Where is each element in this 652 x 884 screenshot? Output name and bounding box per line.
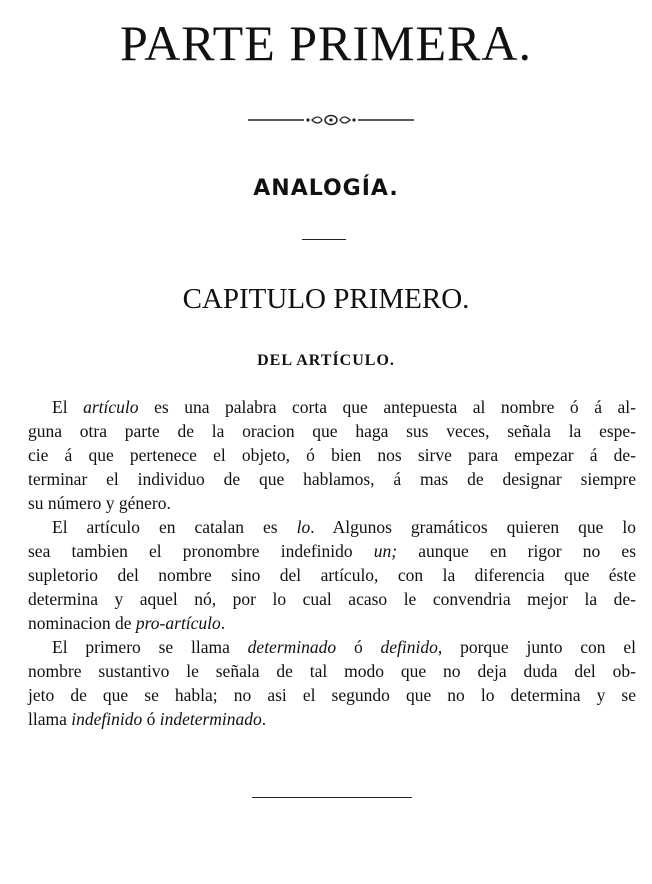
section-divider (302, 239, 346, 240)
paragraph-3-line-4: llama indefinido ó indeterminado. (28, 709, 267, 729)
bottom-divider (252, 797, 412, 798)
paragraph-1-line-5: su número y género. (28, 493, 171, 513)
paragraph-2-line-2: sea tambien el pronombre indefinido un; aunque en rigor no es (28, 541, 636, 561)
paragraph-3-line-3: jeto de que se habla; no asi el segundo que no lo determina y se (28, 685, 636, 705)
subsection-title: DEL ARTÍCULO. (257, 352, 395, 369)
paragraph-2-line-1: El artículo en catalan es lo. Algunos gramáticos quieren que lo (52, 517, 636, 537)
part-title: PARTE PRIMERA. (119, 15, 533, 71)
paragraph-1-line-2: guna otra parte de la oracion que haga sus veces, señala la espe- (28, 421, 636, 441)
paragraph-2-line-5: nominacion de pro-artículo. (28, 613, 226, 633)
paragraph-1-line-4: terminar el individuo de que hablamos, á mas de designar siempre (28, 469, 636, 489)
paragraph-1-line-1: El artículo es una palabra corta que antepuesta al nombre ó á al- (52, 397, 636, 417)
paragraph-1-line-3: cie á que pertenece el objeto, ó bien nos sirve para empezar á de- (28, 445, 636, 465)
paragraph-3-line-1: El primero se llama determinado ó definido, porque junto con el (52, 637, 637, 657)
paragraph-2-line-3: supletorio del nombre sino del artículo, con la diferencia que éste (28, 565, 636, 585)
body-text (28, 395, 636, 731)
section-title: ANALOGÍA. (253, 176, 399, 201)
paragraph-2-line-4: determina y aquel nó, por lo cual acaso le convendria mejor la de- (28, 589, 636, 609)
paragraph-3-line-2: nombre sustantivo le señala de tal modo que no deja duda del ob- (28, 661, 636, 681)
chapter-title: CAPITULO PRIMERO. (182, 283, 470, 315)
fleuron-divider-icon (248, 112, 414, 128)
